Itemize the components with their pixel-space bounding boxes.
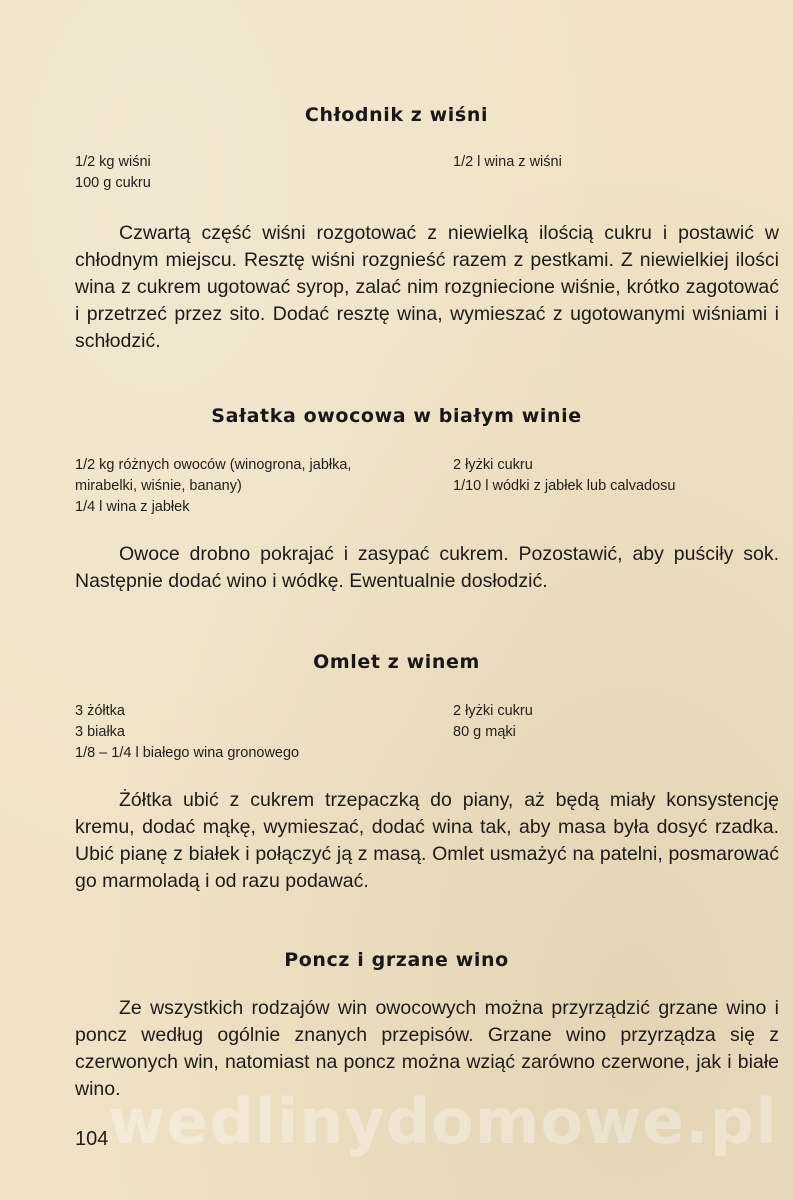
- recipe-title-omlet: Omlet z winem: [313, 651, 480, 673]
- recipe-title-chlodnik: Chłodnik z wiśni: [304, 104, 489, 126]
- page-number: 104: [75, 1128, 109, 1150]
- ingredients-right-column: [453, 152, 753, 173]
- ingredients-left-column: [75, 701, 445, 764]
- ingredient-line: 1/8 – 1/4 l białego wina gronowego: [75, 745, 300, 761]
- ingredient-line: 3 żółtka: [75, 703, 125, 719]
- instructions-omlet: Żółtka ubić z cukrem trzepaczką do piany, aż będą miały konsystencję kremu, dodać mąkę, wymieszać, dodać wina tak, aby masa była dosyć rzadka. Ubić pianę z białek i połączyć ją z masą. Omlet usmażyć na patelni, posmarować go marmoladą i od razu podawać.: [75, 789, 779, 892]
- ingredient-line: 100 g cukru: [75, 175, 151, 191]
- ingredients-right-column: [453, 455, 753, 497]
- ingredients-left-column: [75, 455, 445, 518]
- instructions-chlodnik: Czwartą część wiśni rozgotować z niewielką ilością cukru i postawić w chłodnym miejscu. Resztę wiśni rozgnieść razem z pestkami. Z niewielkiej ilości wina z cukrem ugotować syrop, zalać nim rozgniecione wiśnie, krótko zagotować i przetrzeć przez sito. Dodać resztę wina, wymieszać z ugotowanymi wiśniami i schłodzić.: [75, 222, 779, 352]
- instructions-poncz: Ze wszystkich rodzajów win owocowych można przyrządzić grzane wino i poncz według ogólnie znanych przepisów. Grzane wino przyrządza się z czerwonych win, natomiast na poncz można wziąć zarówno czerwone, jak i białe wino.: [75, 997, 779, 1100]
- ingredients-right-column: [453, 701, 753, 743]
- ingredient-line: 1/2 l wina z wiśni: [453, 154, 562, 170]
- ingredient-line: 2 łyżki cukru: [453, 457, 533, 473]
- ingredient-line: 2 łyżki cukru: [453, 703, 533, 719]
- ingredient-line: 1/4 l wina z jabłek: [75, 499, 190, 515]
- ingredient-line: 1/2 kg różnych owoców (winogrona, jabłka,: [75, 457, 352, 473]
- ingredient-line: 3 białka: [75, 724, 125, 740]
- recipe-title-poncz: Poncz i grzane wino: [284, 949, 509, 971]
- ingredient-line: 1/10 l wódki z jabłek lub calvadosu: [453, 478, 676, 494]
- ingredients-left-column: [75, 152, 445, 194]
- ingredient-line: 80 g mąki: [453, 724, 516, 740]
- recipe-title-salatka: Sałatka owocowa w białym winie: [211, 405, 582, 427]
- instructions-salatka: Owoce drobno pokrajać i zasypać cukrem. Pozostawić, aby puściły sok. Następnie dodać wino i wódkę. Ewentualnie dosłodzić.: [75, 543, 779, 592]
- ingredient-line: 1/2 kg wiśni: [75, 154, 151, 170]
- watermark: wedlinydomowe.pl: [108, 1085, 778, 1158]
- ingredient-line: mirabelki, wiśnie, banany): [75, 478, 242, 494]
